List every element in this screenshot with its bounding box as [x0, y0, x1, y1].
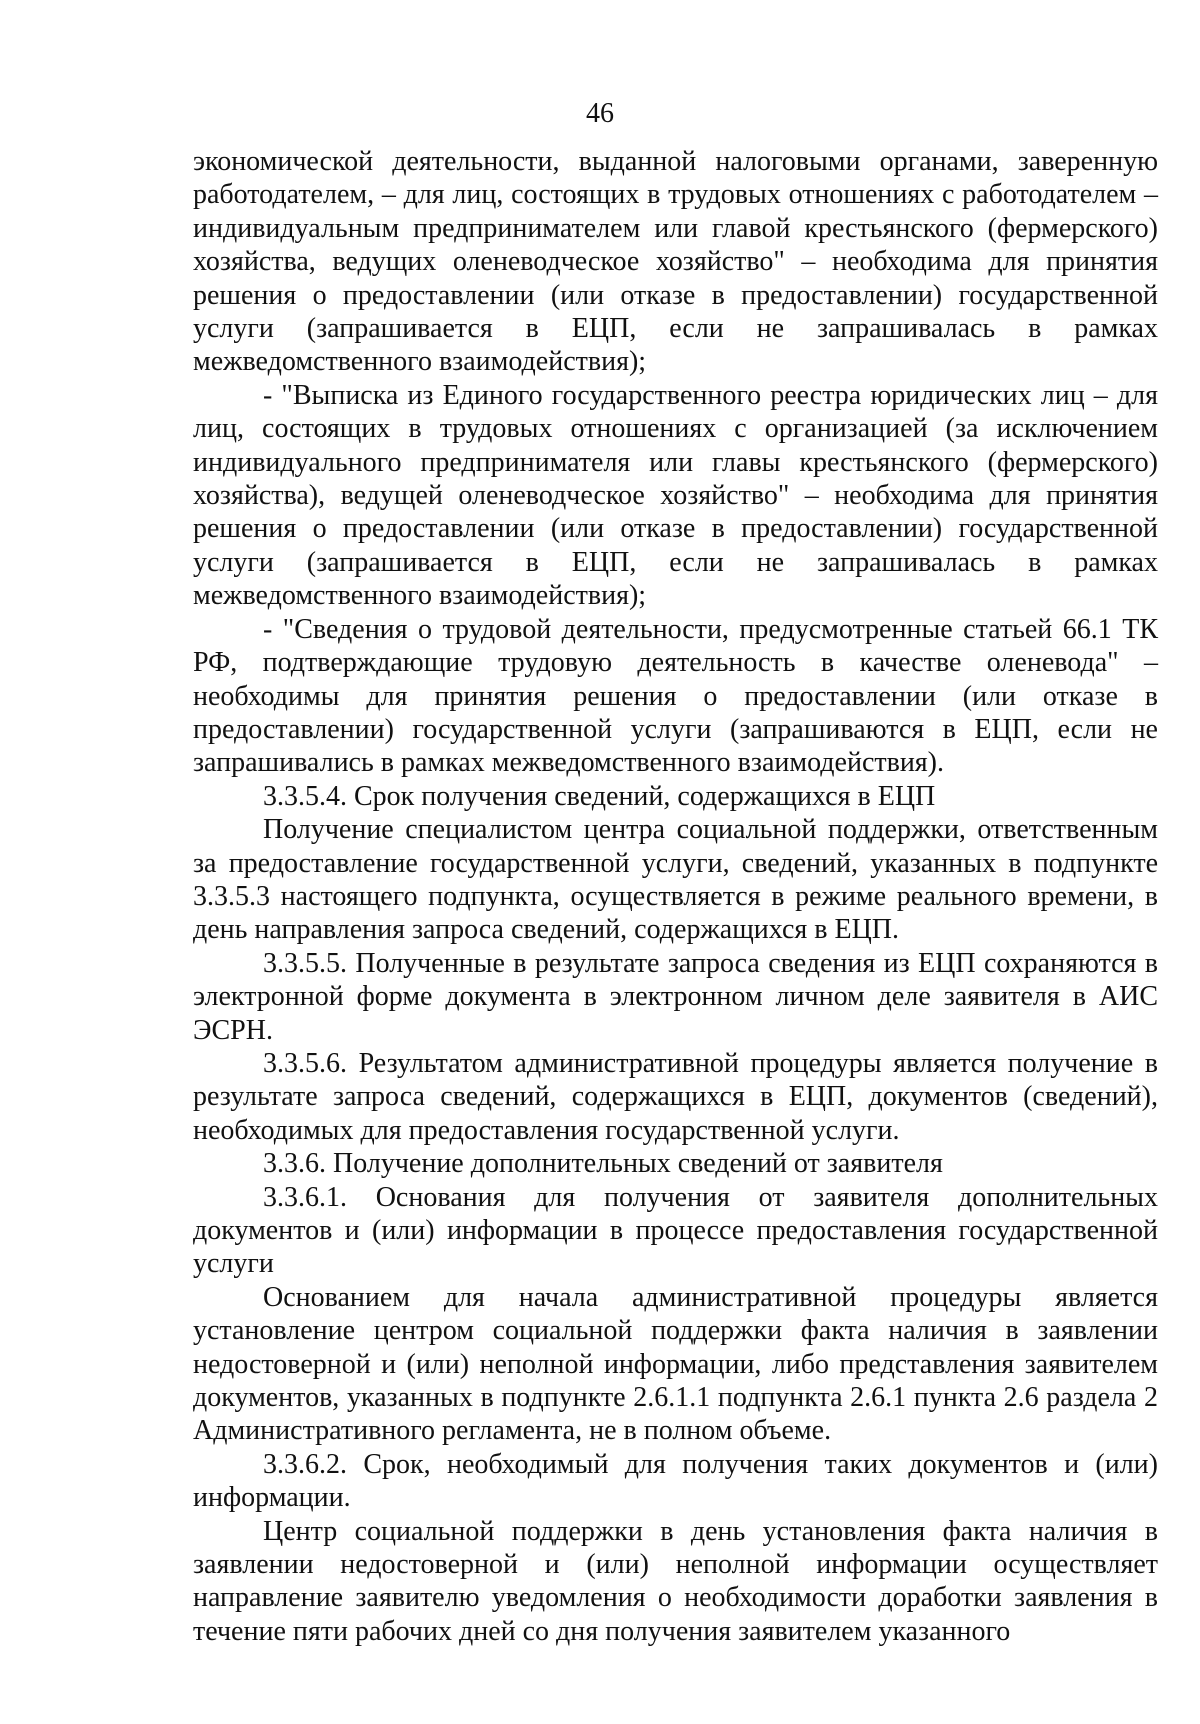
paragraph-1: экономической деятельности, выданной налоговыми органами, заверенную работодателем, – для лиц, состоящих в трудовых отношениях с работодателем – индивидуальным предпринимателем или главой крестьянского (фермерского) хозяйства, ведущих оленеводческое хозяйство" – необходима для принятия решения о предоставлении (или отказе в предоставлении) государственной услуги (запрашивается в ЕЦП, если не запрашивалась в рамках межведомственного взаимодействия);: [193, 146, 1158, 378]
paragraph-5: Получение специалистом центра социальной поддержки, ответственным за предоставление государственной услуги, сведений, указанных в подпункте 3.3.5.3 настоящего подпункта, осуществляется в режиме реального времени, в день направления запроса сведений, содержащихся в ЕЦП.: [193, 814, 1158, 946]
paragraph-7: 3.3.5.6. Результатом административной процедуры является получение в результате запроса сведений, содержащихся в ЕЦП, документов (сведений), необходимых для предоставления государственной услуги.: [193, 1047, 1158, 1146]
document-body: [193, 145, 1158, 1648]
paragraph-2: - "Выписка из Единого государственного реестра юридических лиц – для лиц, состоящих в трудовых отношениях с организацией (за исключением индивидуального предпринимателя или главы крестьянского (фермерского) хозяйства), ведущей оленеводческое хозяйство" – необходима для принятия решения о предоставлении (или отказе в предоставлении) государственной услуги (запрашивается в ЕЦП, если не запрашивалась в рамках межведомственного взаимодействия);: [193, 379, 1158, 612]
paragraph-11: 3.3.6.2. Срок, необходимый для получения таких документов и (или) информации.: [193, 1448, 1158, 1514]
paragraph-3: - "Сведения о трудовой деятельности, предусмотренные статьей 66.1 ТК РФ, подтверждающие трудовую деятельность в качестве оленевода" – необходимы для принятия решения о предоставлении (или отказе в предоставлении) государственной услуги (запрашиваются в ЕЦП, если не запрашивались в рамках межведомственного взаимодействия).: [193, 613, 1158, 779]
paragraph-12: Центр социальной поддержки в день установления факта наличия в заявлении недостоверной и (или) неполной информации осуществляет направление заявителю уведомления о необходимости доработки заявления в течение пяти рабочих дней со дня получения заявителем указанного: [193, 1515, 1158, 1647]
paragraph-9: 3.3.6.1. Основания для получения от заявителя дополнительных документов и (или) информации в процессе предоставления государственной услуги: [193, 1181, 1158, 1280]
paragraph-10: Основанием для начала административной процедуры является установление центром социальной поддержки факта наличия в заявлении недостоверной и (или) неполной информации, либо представления заявителем документов, указанных в подпункте 2.6.1.1 подпункта 2.6.1 пункта 2.6 раздела 2 Административного регламента, не в полном объеме.: [193, 1281, 1158, 1447]
paragraph-4: 3.3.5.4. Срок получения сведений, содержащихся в ЕЦП: [263, 780, 936, 812]
paragraph-6: 3.3.5.5. Полученные в результате запроса сведения из ЕЦП сохраняются в электронной форме документа в электронном личном деле заявителя в АИС ЭСРН.: [193, 947, 1158, 1046]
page-number: 46: [586, 98, 614, 129]
paragraph-8: 3.3.6. Получение дополнительных сведений от заявителя: [263, 1148, 943, 1180]
